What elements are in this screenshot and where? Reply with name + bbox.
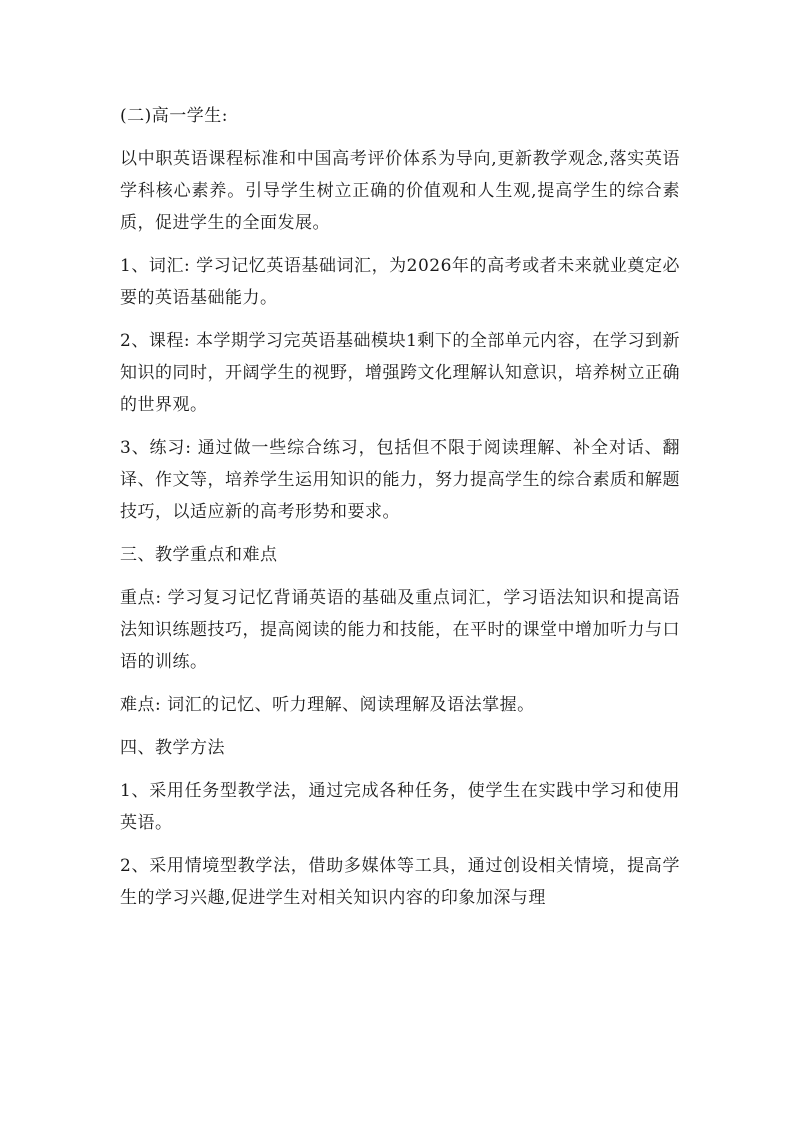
section-three-title: 三、教学重点和难点	[120, 545, 278, 565]
method-situational: 2、采用情境型教学法，借助多媒体等工具，通过创设相关情境，提高学生的学习兴趣,促进学生对相关知识内容的印象加深与理	[120, 856, 680, 908]
item-practice: 3、练习: 通过做一些综合练习，包括但不限于阅读理解、补全对话、翻译、作文等，培养学生运用知识的能力，努力提高学生的综合素质和解题技巧，以适应新的高考形势和要求。	[120, 438, 680, 522]
key-points: 重点: 学习复习记忆背诵英语的基础及重点词汇，学习语法知识和提高语法知识练题技巧，提高阅读的能力和技能，在平时的课堂中增加听力与口语的训练。	[120, 588, 680, 672]
item-course: 2、课程: 本学期学习完英语基础模块1剩下的全部单元内容，在学习到新知识的同时，开阔学生的视野，增强跨文化理解认知意识，培养树立正确的世界观。	[120, 331, 680, 415]
difficult-points: 难点: 词汇的记忆、听力理解、阅读理解及语法掌握。	[120, 695, 535, 715]
document-body	[120, 100, 680, 925]
section-freshmen-intro: 以中职英语课程标准和中国高考评价体系为导向,更新教学观念,落实英语学科核心素养。引导学生树立正确的价值观和人生观,提高学生的综合素质，促进学生的全面发展。	[120, 149, 680, 233]
method-task: 1、采用任务型教学法，通过完成各种任务，使学生在实践中学习和使用英语。	[120, 781, 680, 833]
section-four-title: 四、教学方法	[120, 738, 225, 758]
item-vocabulary: 1、词汇: 学习记忆英语基础词汇，为2026年的高考或者未来就业奠定必要的英语基础能力。	[120, 256, 680, 308]
section-freshmen-title: (二)高一学生:	[120, 106, 228, 126]
